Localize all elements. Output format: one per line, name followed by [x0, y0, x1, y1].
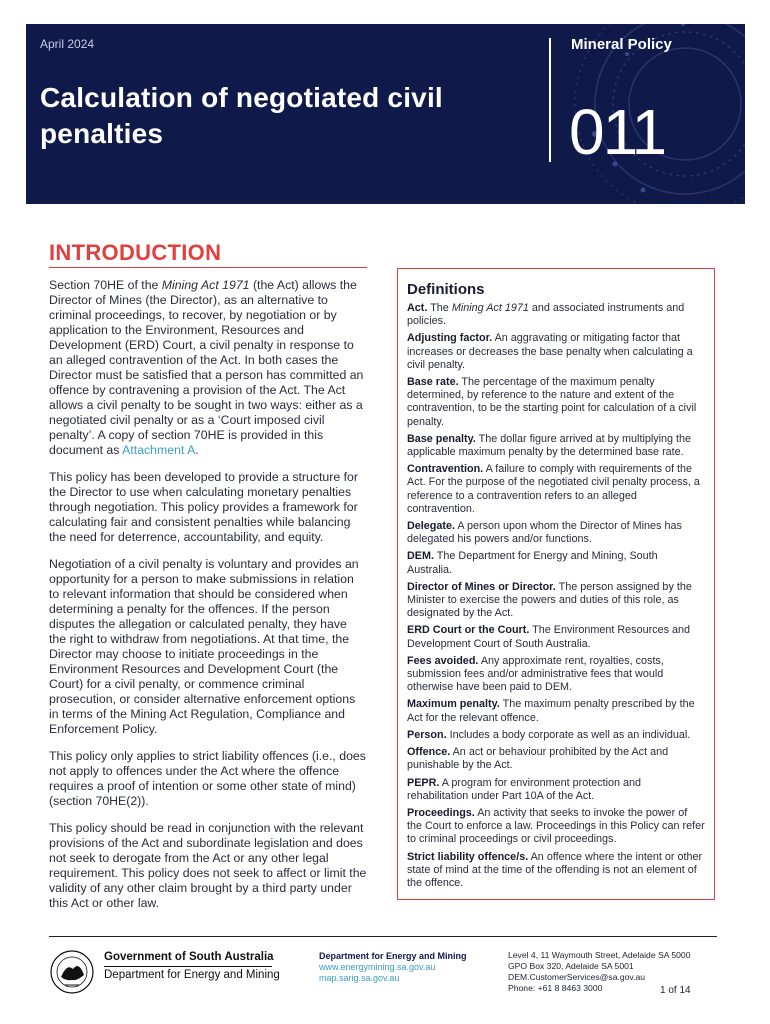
definition-item [407, 550, 705, 576]
introduction-body [49, 278, 367, 923]
definition-item [407, 463, 705, 516]
definition-text: The Department for Energy and Mining, South Australia. [407, 550, 658, 576]
definition-item [407, 433, 705, 459]
intro-p1-text-a: Section 70HE of the [49, 278, 162, 292]
attachment-a-link[interactable]: Attachment A [122, 443, 196, 457]
definition-term: Contravention. [407, 463, 484, 476]
government-name: Government of South Australia [104, 951, 274, 963]
government-crest-logo [49, 947, 95, 997]
definition-term: DEM. [407, 550, 434, 563]
definition-text: The Environment Resources and Development Court of South Australia. [407, 624, 690, 650]
definitions-box [397, 268, 715, 900]
definition-item [407, 777, 705, 803]
definition-text: An act or behaviour prohibited by the Act and punishable by the Act. [407, 746, 669, 772]
definition-item [407, 376, 705, 429]
footer-contact-links [319, 951, 467, 984]
definition-term: Delegate. [407, 520, 456, 533]
definition-text: The [427, 302, 452, 314]
definition-item [407, 851, 705, 891]
logo-divider [104, 966, 272, 967]
definitions-list [407, 332, 705, 890]
definition-text: The dollar figure arrived at by multiplying the applicable maximum penalty by the determined base rate. [407, 432, 692, 459]
page-number: 1 of 14 [660, 985, 691, 996]
introduction-heading: INTRODUCTION [49, 240, 222, 265]
header-banner [26, 24, 745, 204]
header-divider [549, 38, 551, 162]
definition-text: A person upon whom the Director of Mines has delegated his powers and/or functions. [407, 520, 682, 546]
intro-p1-text-c: . [195, 443, 199, 457]
definition-text: An offence where the intent or other state of mind at the time of the offending is not an element of the offence. [407, 850, 703, 889]
definition-term: Adjusting factor. [407, 332, 493, 345]
definition-term: Maximum penalty. [407, 698, 500, 711]
footer-department-name: Department for Energy and Mining [319, 951, 467, 961]
intro-p1-text-b: (the Act) allows the Director of Mines (the Director), as an alternative to criminal proceedings, to recover, by negotiation or by application to the Environment, Resources and Development (ERD) Court, a civil penalty in response to an alleged contravention of the Act. In both cases the Director must be satisfied that a person has committed an offence by contravening a provision of the Act. The Act allows a civil penalty to be sought in two ways: either as a negotiated civil penalty or as a ‘Court imposed civil penalty’. A copy of section 70HE is provided in this document as [49, 278, 364, 457]
department-name-logo: Department for Energy and Mining [104, 969, 280, 981]
definition-term: Offence. [407, 746, 451, 759]
definition-term: Strict liability offence/s. [407, 850, 529, 863]
map-link[interactable]: map.sarig.sa.gov.au [319, 973, 400, 983]
definition-term: Proceedings. [407, 806, 475, 819]
intro-paragraph-2: This policy has been developed to provide a structure for the Director to use when calculating monetary penalties through negotiation. This policy provides a framework for calculating fair and consistent penalties while balancing the need for deterrence, accountability, and equity. [49, 470, 358, 544]
definition-text: A program for environment protection and rehabilitation under Part 10A of the Act. [407, 776, 642, 802]
definition-term: Base penalty. [407, 432, 476, 445]
definition-item [407, 698, 705, 724]
definition-item [407, 520, 705, 546]
definition-text: An aggravating or mitigating factor that increases or decreases the base penalty when calculating a civil penalty. [407, 332, 693, 371]
definition-item [407, 624, 705, 650]
definition-text: The percentage of the maximum penalty determined, by reference to the nature and extent of the contravention, to be the starting point for calculation of a civil penalty. [407, 376, 697, 428]
definition-item [407, 581, 705, 621]
definition-term: Base rate. [407, 376, 459, 389]
intro-p1-act-name: Mining Act 1971 [161, 278, 250, 292]
definition-item [407, 729, 705, 742]
policy-category-label: Mineral Policy [571, 36, 672, 53]
footer [0, 937, 770, 1024]
email-address[interactable]: DEM.CustomerServices@sa.gov.au [508, 972, 646, 982]
definition-text: The maximum penalty prescribed by the Act for the relevant offence. [407, 698, 695, 724]
definition-term: Person. [407, 728, 447, 741]
definition-term: Act. [407, 302, 428, 314]
definition-term: PEPR. [407, 776, 440, 789]
definition-term: Director of Mines or Director. [407, 580, 556, 593]
definition-text: and associated instruments and policies. [407, 302, 685, 328]
publication-date: April 2024 [40, 37, 95, 51]
definition-item [407, 807, 705, 847]
intro-paragraph-5: This policy should be read in conjunction with the relevant provisions of the Act and subordinate legislation and does not seek to derogate from the Act or any other legal requirement. This policy does not seek to affect or limit the validity of any other claim brought by a third party under this Act or other law. [49, 821, 367, 910]
intro-paragraph-4: This policy only applies to strict liability offences (i.e., does not apply to offences under the Act where the offence requires a proof of intention or some other state of mind) (section 70HE(2)). [49, 749, 366, 808]
definition-item [407, 655, 705, 695]
definition-text: Includes a body corporate as well as an individual. [446, 728, 691, 741]
definition-term: ERD Court or the Court. [407, 624, 530, 637]
address-line-2: GPO Box 320, Adelaide SA 5001 [508, 961, 634, 971]
address-line-1: Level 4, 11 Waymouth Street, Adelaide SA 5000 [508, 950, 691, 960]
definition-text: The person assigned by the Minister to exercise the powers and duties of this role, as designated by the Act. [407, 580, 692, 620]
intro-paragraph-3: Negotiation of a civil penalty is voluntary and provides an opportunity for a person to make submissions in relation to relevant information that should be considered when determining a penalty for the offences. If the person disputes the allegation or calculated penalty, they have the right to withdraw from negotiations. At that time, the Director may choose to initiate proceedings in the Environment Resources and Development Court (the Court) for a civil penalty, or commence criminal prosecution, or consider alternative enforcement options in terms of the Mining Act Regulation, Compliance and Enforcement Policy. [49, 557, 359, 736]
introduction-rule [49, 267, 367, 268]
definition-text: A failure to comply with requirements of the Act. For the purpose of the negotiated civil penalty process, a reference to a contravention refers to an alleged contravention. [407, 463, 700, 515]
definition-text: An activity that seeks to invoke the power of the Court to enforce a law. Proceedings in this Policy can refer to criminal proceedings or civil proceedings. [407, 806, 705, 846]
definition-act-name: Mining Act 1971 [451, 302, 529, 314]
policy-number: 011 [569, 96, 666, 168]
definition-item [407, 302, 705, 328]
website-link[interactable]: www.energymining.sa.gov.au [319, 962, 436, 972]
document-title: Calculation of negotiated civil penalties [40, 82, 443, 149]
definition-item [407, 332, 705, 372]
intro-paragraph-1 [49, 278, 367, 458]
definitions-title: Definitions [407, 281, 485, 298]
phone-number: Phone: +61 8 8463 3000 [508, 983, 603, 993]
definition-item [407, 746, 705, 772]
definition-text: Any approximate rent, royalties, costs, submission fees and/or administrative fees that would otherwise have been paid to DEM. [407, 654, 664, 694]
definition-term: Fees avoided. [407, 654, 479, 667]
